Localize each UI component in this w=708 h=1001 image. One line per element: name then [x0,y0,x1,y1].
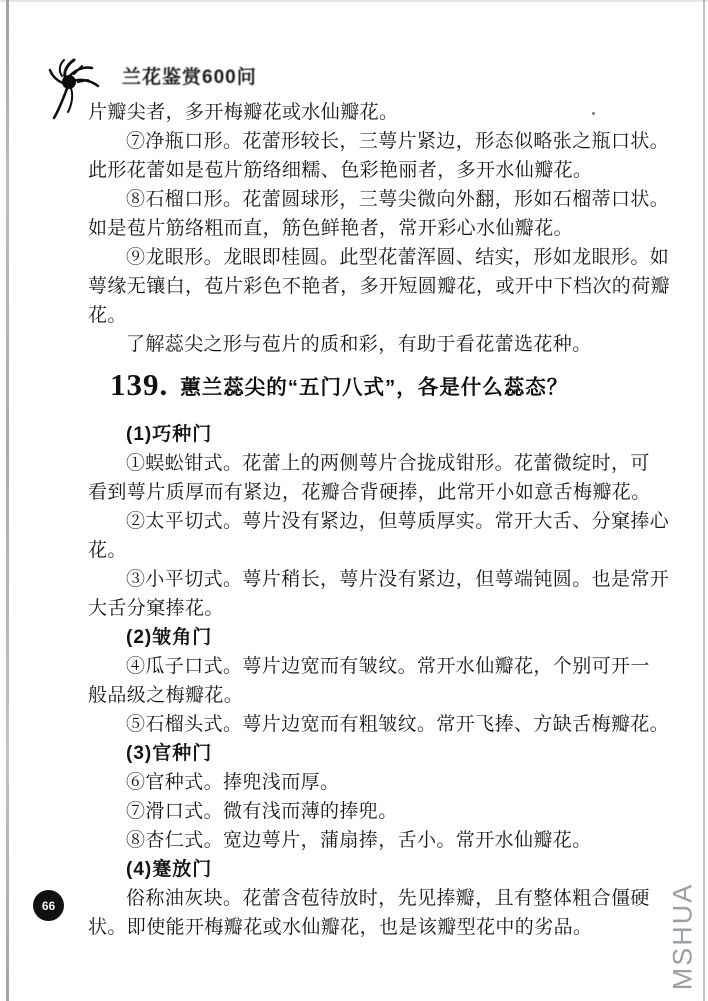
text-line: ⑦净瓶口形。花蕾形较长，三萼片紧边，形态似略张之瓶口状。 [126,131,670,152]
question-heading [110,362,568,408]
text-line: ⑦滑口式。微有浅而薄的捧兜。 [126,801,398,822]
text-line: (4)蹇放门 [126,859,213,880]
text-line: ⑧石榴口形。花蕾圆球形，三萼尖微向外翻，形如石榴蒂口状。 [126,189,670,210]
text-line: 萼缘无镶白，苞片彩色不艳者，多开短圆瓣花，或开中下档次的荷瓣 [88,276,671,297]
question-number: 139. [110,367,169,402]
scan-edge-top [0,0,708,2]
upper-text-block [88,98,672,359]
page-number-badge [33,890,64,921]
text-line: 大舌分窠捧花。 [88,598,224,619]
text-line: 花。 [88,305,127,326]
text-line: 如是苞片筋络粗而直，筋色鲜艳者，常开彩心水仙瓣花。 [88,218,574,239]
text-line: 看到萼片质厚而有紧边，花瓣合背硬捧，此常开小如意舌梅瓣花。 [88,482,651,503]
text-line: ②太平切式。萼片没有紧边，但萼质厚实。常开大舌、分窠捧心 [126,511,670,532]
text-line: (2)皱角门 [126,627,213,648]
text-line: ①蜈蚣钳式。花蕾上的两侧萼片合拢成钳形。花蕾微绽时，可 [126,453,650,474]
text-line: 般品级之梅瓣花。 [88,685,244,706]
text-line: (1)巧种门 [126,424,213,445]
text-line: ⑨龙眼形。龙眼即桂圆。此型花蕾浑圆、结实，形如龙眼形。如 [126,247,670,268]
scan-edge-left [6,0,9,1001]
page-number: 66 [41,898,56,913]
watermark: MSHUA [667,882,698,990]
text-line: ⑥官种式。捧兜浅而厚。 [126,772,340,793]
text-line: 俗称油灰块。花蕾含苞待放时，先见捧瓣，且有整体粗合僵硬 [126,888,650,909]
text-line: 此形花蕾如是苞片筋络细糯、色彩艳丽者，多开水仙瓣花。 [88,160,593,181]
text-line: ⑤石榴头式。萼片边宽而有粗皱纹。常开飞捧、方缺舌梅瓣花。 [126,714,670,735]
text-line: (3)官种门 [126,743,213,764]
text-line: 状。即使能开梅瓣花或水仙瓣花，也是该瓣型花中的劣品。 [88,917,593,938]
lower-text-block [88,420,672,942]
text-line: 了解蕊尖之形与苞片的质和彩，有助于看花蕾选花种。 [126,334,592,355]
text-line: ③小平切式。萼片稍长，萼片没有紧边，但萼端钝圆。也是常开 [126,569,670,590]
text-line: 片瓣尖者，多开梅瓣花或水仙瓣花。 [88,102,399,123]
question-title: 蕙兰蕊尖的“五门八式”，各是什么蕊态？ [180,376,569,399]
text-line: ⑧杏仁式。宽边萼片，蒲扇捧，舌小。常开水仙瓣花。 [126,830,592,851]
text-line: 花。 [88,540,127,561]
text-line: ④瓜子口式。萼片边宽而有皱纹。常开水仙瓣花，个别可开一 [126,656,650,677]
scan-speck [592,112,595,115]
scan-edge-right [703,0,705,1001]
book-title-header: 兰花鉴赏600问 [122,67,257,88]
